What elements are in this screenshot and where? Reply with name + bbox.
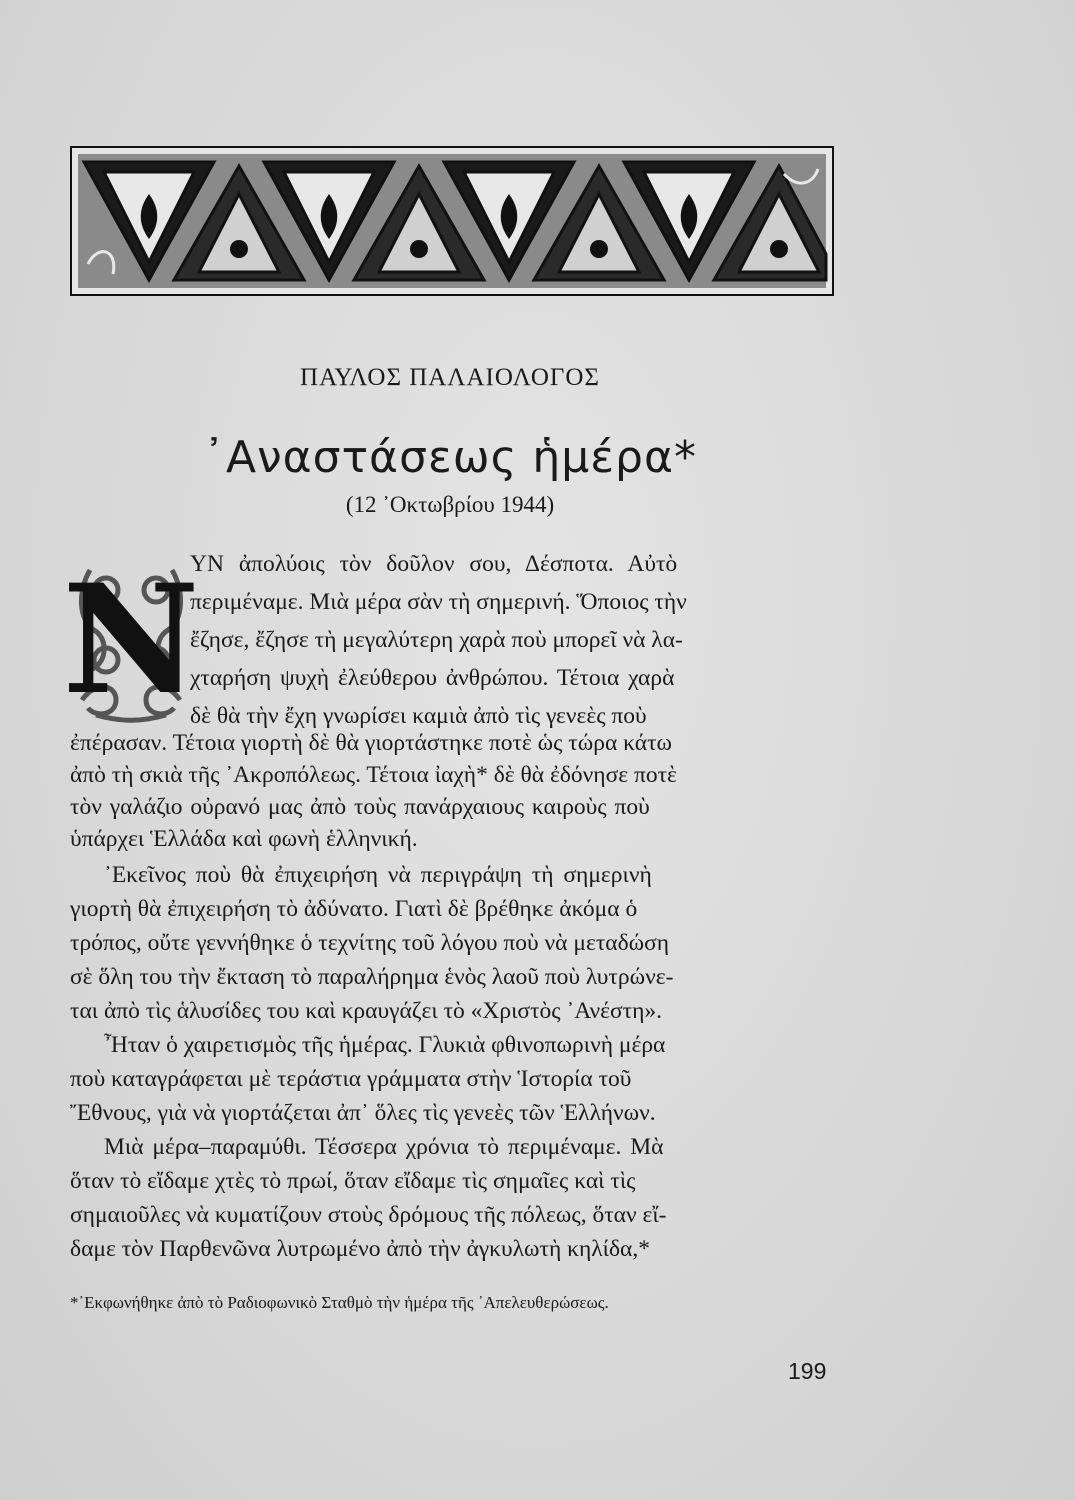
- text-line: Μιὰ μέρα–παραμύθι. Τέσσερα χρόνια τὸ περιμέναμε. Μὰ: [104, 1134, 664, 1160]
- text-line: τὸν γαλάζιο οὐρανό μας ἀπὸ τοὺς πανάρχαιους καιροὺς ποὺ: [70, 794, 650, 820]
- text-line: χταρήση ψυχὴ ἐλεύθερου ἀνθρώπου. Τέτοια χαρὰ: [190, 665, 675, 691]
- footnote: *᾿Εκφωνήθηκε ἀπὸ τὸ Ραδιοφωνικὸ Σταθμὸ τὴν ἡμέρα τῆς ᾿Απελευθερώσεως.: [70, 1293, 609, 1312]
- dropcap-ornament-icon: [62, 550, 200, 728]
- text-line: ᾿Εκεῖνος ποὺ θὰ ἐπιχειρήση νὰ περιγράψη τὴ σημερινὴ: [104, 862, 652, 888]
- text-line: ποὺ καταγράφεται μὲ τεράστια γράμματα στὴν Ἱστορία τοῦ: [70, 1066, 632, 1092]
- text-line: ἔζησε, ἔζησε τὴ μεγαλύτερη χαρὰ ποὺ μπορεῖ νὰ λα-: [190, 627, 683, 653]
- ornamental-header-band: [70, 146, 834, 296]
- text-line: γιορτὴ θὰ ἐπιχειρήση τὸ ἀδύνατο. Γιατὶ δὲ βρέθηκε ἀκόμα ὁ: [70, 896, 638, 922]
- page-title: ᾿Αναστάσεως ἡμέρα*: [203, 432, 697, 483]
- dropcap-letter: Ν: [62, 552, 200, 728]
- text-line: δὲ θὰ τὴν ἔχη γνωρίσει καμιὰ ἀπὸ τὶς γενεὲς ποὺ: [190, 703, 647, 729]
- text-line: δαμε τὸν Παρθενῶνα λυτρωμένο ἀπὸ τὴν ἀγκυλωτὴ κηλίδα,*: [70, 1236, 650, 1262]
- text-line: ΥΝ ἀπολύοις τὸν δοῦλον σου, Δέσποτα. Αὐτὸ: [190, 551, 678, 577]
- text-line: ἀπὸ τὴ σκιὰ τῆς ᾿Ακροπόλεως. Τέτοια ἰαχὴ* δὲ θὰ ἐδόνησε ποτὲ: [70, 762, 677, 788]
- date-subtitle: (12 ᾿Οκτωβρίου 1944): [345, 492, 555, 517]
- text-line: περιμέναμε. Μιὰ μέρα σὰν τὴ σημερινή. Ὅποιος τὴν: [190, 589, 687, 615]
- author-name: ΠΑΥΛΟΣ ΠΑΛΑΙΟΛΟΓΟΣ: [300, 364, 600, 391]
- text-line: ται ἀπὸ τὶς ἁλυσίδες του καὶ κραυγάζει τὸ «Χριστὸς ᾿Ανέστη».: [70, 998, 663, 1024]
- text-line: σημαιοῦλες νὰ κυματίζουν στοὺς δρόμους τῆς πόλεως, ὅταν εἴ-: [70, 1202, 667, 1228]
- text-line: τρόπος, οὔτε γεννήθηκε ὁ τεχνίτης τοῦ λόγου ποὺ νὰ μεταδώση: [70, 930, 670, 956]
- text-line: ἐπέρασαν. Τέτοια γιορτὴ δὲ θὰ γιορτάστηκε ποτὲ ὡς τώρα κάτω: [70, 730, 672, 756]
- page-number: 199: [788, 1358, 827, 1384]
- text-line: ὅταν τὸ εἴδαμε χτὲς τὸ πρωί, ὅταν εἴδαμε τὶς σημαῖες καὶ τὶς: [70, 1168, 636, 1194]
- text-line: Ἦταν ὁ χαιρετισμὸς τῆς ἡμέρας. Γλυκιὰ φθινοπωρινὴ μέρα: [104, 1032, 666, 1058]
- text-line: σὲ ὅλη του τὴν ἔκταση τὸ παραλήρημα ἑνὸς λαοῦ ποὺ λυτρώνε-: [70, 964, 674, 990]
- text-line: ὑπάρχει Ἑλλάδα καὶ φωνὴ ἑλληνική.: [70, 826, 418, 852]
- ornament-pattern-icon: [78, 154, 826, 288]
- dropcap-initial: [62, 550, 200, 728]
- text-line: Ἔθνους, γιὰ νὰ γιορτάζεται ἀπ᾿ ὅλες τὶς γενεὲς τῶν Ἑλλήνων.: [70, 1100, 656, 1126]
